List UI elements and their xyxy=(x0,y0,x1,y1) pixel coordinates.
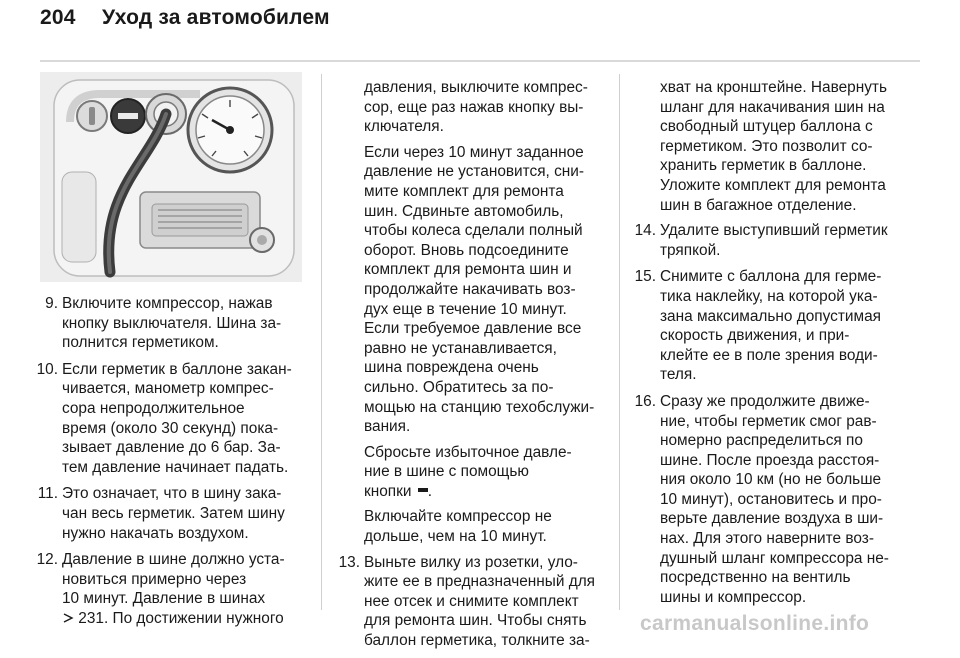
text-line: шин в багажное отделение. xyxy=(660,196,857,214)
page-header xyxy=(40,6,330,30)
step-line: душный шланг компрессора не- xyxy=(660,549,889,567)
text-line: шина повреждена очень xyxy=(364,359,539,377)
text-line: мите комплект для ремонта xyxy=(364,182,564,200)
step-line: сора непродолжительное xyxy=(62,399,245,417)
text-line: сильно. Обратитесь за по- xyxy=(364,378,554,396)
text-line: сор, еще раз нажав кнопку вы- xyxy=(364,98,584,116)
text-line: Если требуемое давление все xyxy=(364,320,582,338)
step-line: баллон герметика, толкните за- xyxy=(364,632,590,650)
step-line: . По достижении нужного xyxy=(103,609,284,627)
step-line: нее отсек и снимите комплект xyxy=(364,592,579,610)
step-number: 12. xyxy=(36,551,58,569)
text-line: Уложите комплект для ремонта xyxy=(660,176,886,194)
text-line: хват на кронштейне. Навернуть xyxy=(660,79,887,96)
text-line: Включайте компрессор не xyxy=(364,508,552,526)
text-line: давление не установится, сни- xyxy=(364,163,585,181)
paragraph xyxy=(340,507,606,546)
step-line: 10 минут), остановитесь и про- xyxy=(660,490,882,508)
step-line: для ремонта шин. Чтобы снять xyxy=(364,612,587,630)
step-line: шины и компрессор. xyxy=(660,588,807,606)
step-line: полнится герметиком. xyxy=(62,334,219,352)
step-line: чивается, манометр компрес- xyxy=(62,380,274,398)
text-line: комплект для ремонта шин и xyxy=(364,261,572,279)
step-line: жите ее в предназначенный для xyxy=(364,573,596,591)
column-3 xyxy=(632,78,914,614)
text-line: ние в шине с помощью xyxy=(364,463,529,481)
step-16 xyxy=(632,392,914,608)
step-line: время (около 30 секунд) пока- xyxy=(62,419,279,437)
paragraph xyxy=(632,78,914,215)
step-number: 16. xyxy=(634,392,656,410)
step-line: клейте ее в поле зрения води- xyxy=(660,346,878,364)
page-number: 204 xyxy=(40,6,76,29)
step-line: Выньте вилку из розетки, уло- xyxy=(364,553,578,571)
step-line: Сразу же продолжите движе- xyxy=(660,392,870,410)
step-line: новиться примерно через xyxy=(62,570,247,588)
compressor-illustration xyxy=(40,72,302,282)
page-reference[interactable]: 231 xyxy=(78,609,104,627)
button-reference-text: кнопки xyxy=(364,482,412,500)
column-2 xyxy=(340,78,606,658)
step-line: Это означает, что в шину зака- xyxy=(62,485,282,503)
step-line: тряпкой. xyxy=(660,241,721,259)
step-number: 13. xyxy=(338,553,360,571)
text-line: герметиком. Это позволит со- xyxy=(660,137,873,155)
step-13 xyxy=(322,553,606,651)
text-line: давления, выключите компрес- xyxy=(364,79,588,96)
step-line: Удалите выступивший герметик xyxy=(660,222,888,240)
cross-reference-line xyxy=(62,609,312,629)
step-line: нужно накачать воздухом. xyxy=(62,524,249,542)
step-line: шине. После проезда расстоя- xyxy=(660,451,880,469)
text-line: Сбросьте избыточное давле- xyxy=(364,443,572,461)
step-line: тика наклейку, на которой ука- xyxy=(660,287,878,305)
step-14 xyxy=(632,221,914,260)
step-line: ние, чтобы герметик смог рав- xyxy=(660,412,877,430)
text-line: оборот. Вновь подсоедините xyxy=(364,241,569,259)
step-line: зана максимально допустимая xyxy=(660,307,881,325)
paragraph xyxy=(340,78,606,137)
watermark: carmanualsonline.info xyxy=(640,612,870,635)
steps-list-3 xyxy=(632,221,914,607)
minus-button-icon xyxy=(418,488,428,492)
step-line: 10 минут. Давление в шинах xyxy=(62,590,266,608)
step-line: номерно распределиться по xyxy=(660,432,863,450)
step-line: зывает давление до 6 бар. За- xyxy=(62,439,281,457)
step-11 xyxy=(20,484,312,543)
step-12 xyxy=(20,550,312,628)
header-rule xyxy=(40,60,920,62)
text-line: шин. Сдвиньте автомобиль, xyxy=(364,202,564,220)
step-10 xyxy=(20,360,312,478)
step-number: 10. xyxy=(36,360,58,378)
text-line: хранить герметик в баллоне. xyxy=(660,157,867,175)
step-number: 11. xyxy=(37,485,58,503)
page-title: Уход за автомобилем xyxy=(102,6,330,29)
step-line: Давление в шине должно уста- xyxy=(62,551,285,569)
paragraph xyxy=(340,443,606,502)
column-1 xyxy=(20,294,312,636)
step-line: посредственно на вентиль xyxy=(660,569,851,587)
step-number: 9. xyxy=(45,295,58,312)
step-line: скорость движения, и при- xyxy=(660,327,850,345)
text-line: ключателя. xyxy=(364,118,444,136)
step-15 xyxy=(632,267,914,385)
text-line: чтобы колеса сделали полный xyxy=(364,222,583,240)
step-line: тем давление начинает падать. xyxy=(62,458,289,476)
text-line: продолжайте накачивать воз- xyxy=(364,280,576,298)
text-line: кнопки . xyxy=(364,482,433,500)
step-number: 15. xyxy=(634,268,656,286)
step-line: нах. Для этого наверните воз- xyxy=(660,530,874,548)
page-reference-arrow-icon xyxy=(62,612,74,624)
text-line: шланг для накачивания шин на xyxy=(660,98,885,116)
text-line: свободный штуцер баллона с xyxy=(660,118,873,136)
step-line: чан весь герметик. Затем шину xyxy=(62,504,285,522)
steps-list-1 xyxy=(20,294,312,629)
text-line: дух еще в течение 10 минут. xyxy=(364,300,567,318)
column-divider-2 xyxy=(619,74,620,610)
text-line: Если через 10 минут заданное xyxy=(364,143,584,161)
step-line: теля. xyxy=(660,366,697,384)
step-line: Включите компрессор, нажав xyxy=(62,295,273,312)
text-line: мощью на станцию техобслужи- xyxy=(364,398,595,416)
text-line: вания. xyxy=(364,418,411,436)
step-line: кнопку выключателя. Шина за- xyxy=(62,314,282,332)
column-divider-1 xyxy=(321,74,322,610)
paragraph xyxy=(340,143,606,437)
step-9 xyxy=(20,294,312,353)
step-line: Если герметик в баллоне закан- xyxy=(62,360,292,378)
text-line: дольше, чем на 10 минут. xyxy=(364,528,547,546)
text-line: равно не устанавливается, xyxy=(364,339,557,357)
step-line: ния около 10 км (но не больше xyxy=(660,471,882,489)
step-line: Снимите с баллона для герме- xyxy=(660,268,882,286)
step-line: верьте давление воздуха в ши- xyxy=(660,510,884,528)
step-number: 14. xyxy=(634,222,656,240)
